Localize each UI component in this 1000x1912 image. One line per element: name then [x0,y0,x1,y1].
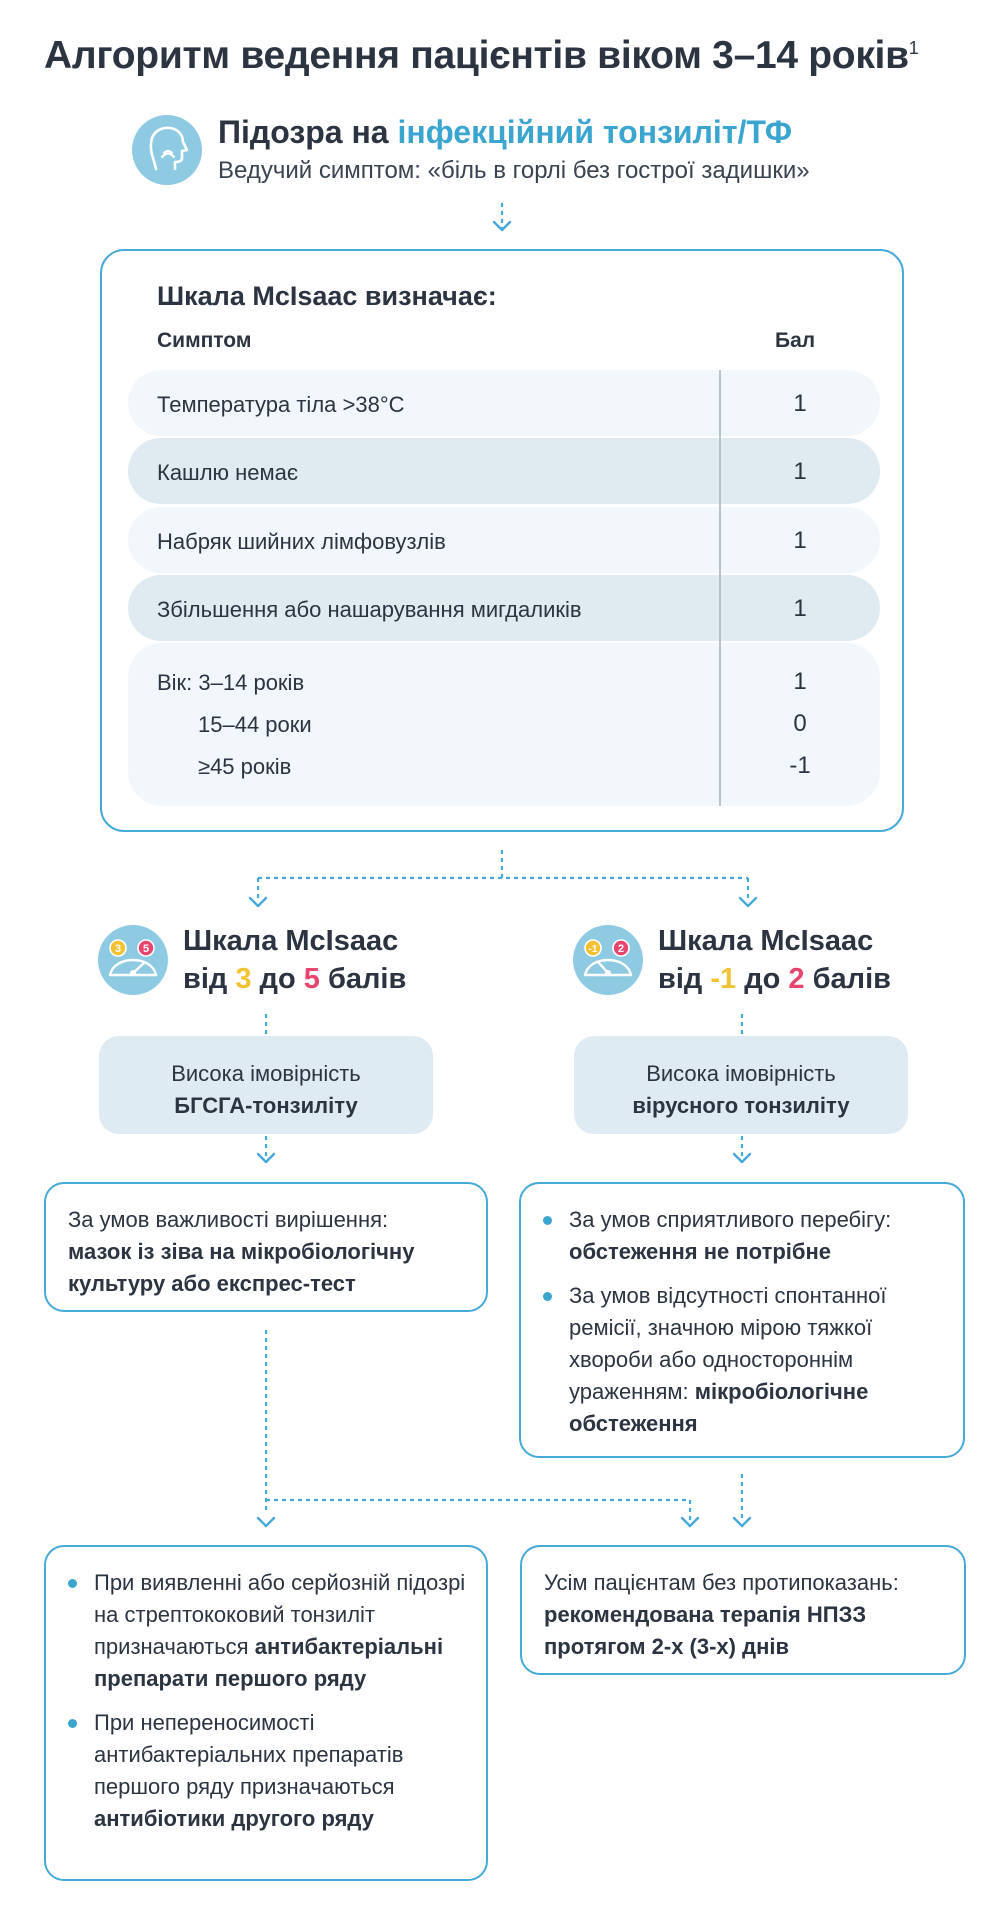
swab-test-box: За умов важливості вирішення: мазок із зіва на мікробіологічну культуру або експрес-тест [44,1182,488,1312]
column-score-header: Бал [775,329,816,352]
arrow-down-icon [494,222,510,230]
antibiotics-box [44,1545,488,1881]
symptom-score: 1 [793,458,807,485]
branch-right-title: Шкала McIsaac від -1 до 2 балів [658,925,891,995]
nsaid-therapy-box: Усім пацієнтам без протипоказань: рекомендована терапія НПЗЗ протягом 2-х (3-х) днів [520,1545,966,1675]
age-score: -1 [789,752,811,779]
viral-exam-box [519,1182,965,1458]
symptom-label: Набряк шийних лімфовузлів [157,529,446,554]
scale-gauge-icon [573,925,643,995]
symptom-label: Збільшення або нашарування мигдаликів [157,597,582,622]
list-item: При непереносимості антибактеріальних препаратів першого ряду призначаються антибіотики другого ряду [68,1707,468,1835]
symptom-score: 1 [793,390,807,417]
viral-probability-box: Висока імовірність вірусного тонзиліту [574,1036,908,1134]
symptom-label: Температура тіла >38°C [157,392,405,417]
age-score: 1 [793,668,807,695]
column-symptom-header: Симптом [157,329,252,352]
page-title: Алгоритм ведення пацієнтів віком 3–14 років$^1$ [44,34,919,77]
svg-text:2: 2 [617,943,625,955]
arrow-down-icon [734,1518,750,1526]
svg-text:3: 3 [114,943,122,955]
arrow-down-icon [740,898,756,906]
svg-text:-1: -1 [588,944,598,955]
arrow-down-icon [250,898,266,906]
scale-gauge-icon [98,925,168,995]
list-item: За умов відсутності спонтанної ремісії, значною мірою тяжкої хвороби або одностороннім ураженням: мікробіологічне обстеження [543,1280,945,1440]
age-label: ≥45 років [198,754,292,779]
symptom-score: 1 [793,595,807,622]
lead-symptom: Ведучий симптом: «біль в горлі без гострої задишки» [218,157,810,184]
age-label: Вік: 3–14 років [157,670,305,695]
symptom-label: Кашлю немає [157,460,299,485]
arrow-down-icon [258,1518,274,1526]
age-score: 0 [793,710,807,737]
branch-left-title: Шкала McIsaac від 3 до 5 балів [183,925,407,995]
list-item: За умов сприятливого перебігу: обстеження не потрібне [543,1204,945,1268]
throat-icon [132,115,202,185]
suspicion-title: Підозра на інфекційний тонзиліт/ТФ [218,114,793,150]
scale-heading: Шкала McIsaac визначає: [157,281,497,311]
symptom-score: 1 [793,527,807,554]
age-label: 15–44 роки [198,712,312,737]
svg-text:5: 5 [142,943,150,955]
bgsga-probability-box: Висока імовірність БГСГА-тонзиліту [99,1036,433,1134]
column-divider [719,370,721,806]
list-item: При виявленні або серйозній підозрі на стрептококовий тонзиліт призначаються антибактеріальні препарати першого ряду [68,1567,468,1695]
